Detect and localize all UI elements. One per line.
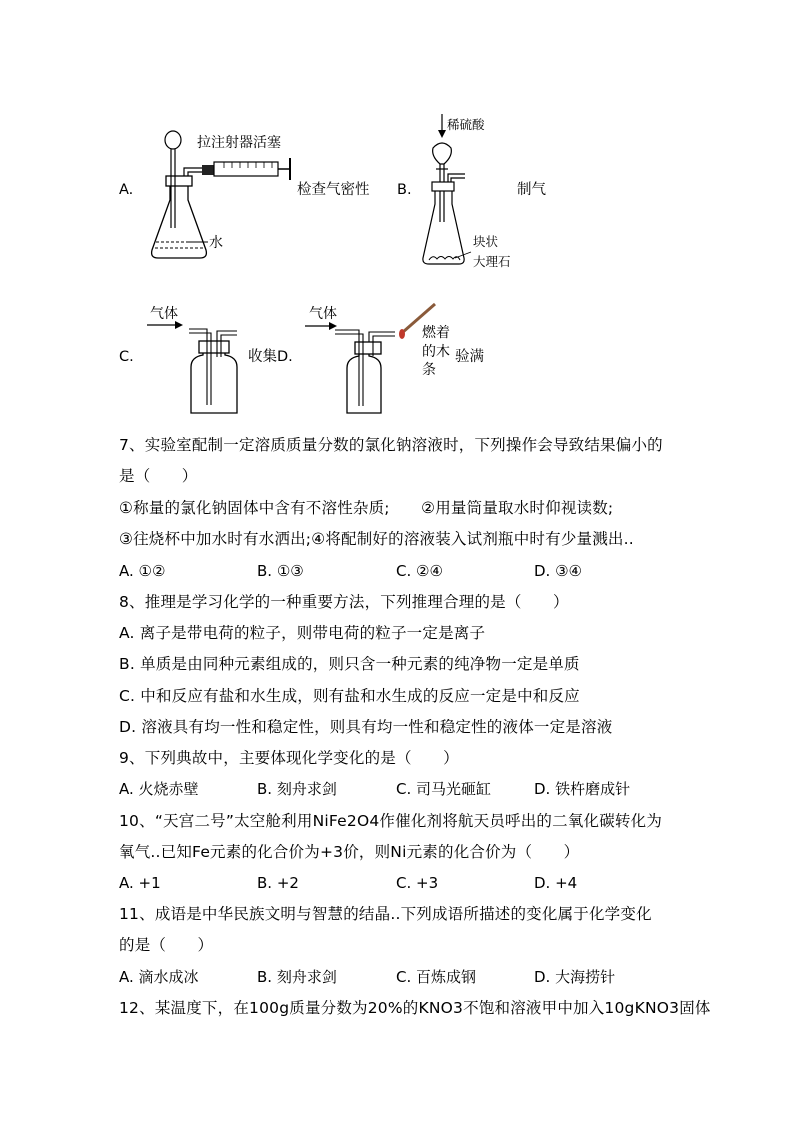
gas-label-c: 气体 bbox=[150, 306, 178, 322]
q7-stem-line1: 7、实验室配制一定溶质质量分数的氯化钠溶液时，下列操作会导致结果偏小的 bbox=[119, 436, 663, 454]
q9-option-c[interactable]: C. 司马光砸缸 bbox=[396, 780, 492, 798]
gas-label-d: 气体 bbox=[309, 306, 337, 322]
syringe-label: 拉注射器活塞 bbox=[197, 135, 281, 151]
stopper bbox=[166, 176, 192, 186]
conical-flask bbox=[152, 186, 207, 258]
q7-item-line2: ③往烧杯中加水时有水洒出;④将配制好的溶液装入试剂瓶中时有少量溅出.. bbox=[119, 530, 634, 548]
water-label: 水 bbox=[209, 235, 223, 251]
figure-c-label: C. bbox=[119, 349, 134, 365]
stopper bbox=[432, 182, 454, 191]
q8-option-a[interactable]: A. 离子是带电荷的粒子，则带电荷的粒子一定是离子 bbox=[119, 624, 486, 642]
figure-d-caption: 验满 bbox=[455, 349, 484, 365]
q9-stem: 9、下列典故中，主要体现化学变化的是（ ） bbox=[119, 749, 459, 767]
q7-option-a[interactable]: A. ①② bbox=[119, 562, 166, 580]
q10-option-a[interactable]: A. +1 bbox=[119, 874, 161, 892]
q11-option-b[interactable]: B. 刻舟求剑 bbox=[257, 968, 337, 986]
q10-stem-line1: 10、“天宫二号”太空舱利用NiFe2O4作催化剂将航天员呼出的二氧化碳转化为 bbox=[119, 812, 663, 830]
figure-a-caption: 检查气密性 bbox=[297, 182, 370, 198]
q7-option-d[interactable]: D. ③④ bbox=[534, 562, 582, 580]
q11-option-c[interactable]: C. 百炼成钢 bbox=[396, 968, 477, 986]
q11-option-a[interactable]: A. 滴水成冰 bbox=[119, 968, 199, 986]
figure-a-apparatus bbox=[140, 118, 440, 268]
marble-label-line2: 大理石 bbox=[473, 254, 511, 269]
q9-option-b[interactable]: B. 刻舟求剑 bbox=[257, 780, 337, 798]
q12-stem-line1: 12、某温度下，在100g质量分数为20%的KNO3不饱和溶液甲中加入10gKNO3固体 bbox=[119, 999, 711, 1017]
marble-label-line1: 块状 bbox=[473, 234, 499, 249]
q8-option-d[interactable]: D. 溶液具有均一性和稳定性，则具有均一性和稳定性的液体一定是溶液 bbox=[119, 718, 613, 736]
stick-label-line3: 条 bbox=[422, 362, 436, 378]
q8-option-b[interactable]: B. 单质是由同种元素组成的，则只含一种元素的纯净物一定是单质 bbox=[119, 655, 580, 673]
funnel-bulb bbox=[165, 131, 181, 149]
q9-option-d[interactable]: D. 铁杵磨成针 bbox=[534, 780, 631, 798]
figure-c-caption: 收集D. bbox=[248, 349, 293, 365]
q10-stem-line2: 氧气..已知Fe元素的化合价为+3价，则Ni元素的化合价为（ ） bbox=[119, 843, 580, 861]
q7-item-line1: ①称量的氯化钠固体中含有不溶性杂质; ②用量筒量取水时仰视读数; bbox=[119, 499, 614, 517]
q9-option-a[interactable]: A. 火烧赤壁 bbox=[119, 780, 199, 798]
q10-option-c[interactable]: C. +3 bbox=[396, 874, 439, 892]
figure-b-label: B. bbox=[397, 182, 412, 198]
q7-stem-line2: 是（ ） bbox=[119, 467, 198, 485]
q11-stem-line1: 11、成语是中华民族文明与智慧的结晶..下列成语所描述的变化属于化学变化 bbox=[119, 905, 652, 923]
figure-a-label: A. bbox=[119, 182, 134, 198]
q8-stem: 8、推理是学习化学的一种重要方法，下列推理合理的是（ ） bbox=[119, 593, 569, 611]
dropping-funnel bbox=[433, 143, 452, 164]
figure-b-apparatus bbox=[415, 112, 515, 272]
figure-c-apparatus bbox=[145, 305, 255, 415]
q7-option-c[interactable]: C. ②④ bbox=[396, 562, 443, 580]
stopper bbox=[199, 341, 229, 353]
stick-label-line1: 燃着 bbox=[422, 325, 450, 341]
gas-bottle bbox=[347, 354, 381, 413]
gas-bottle bbox=[191, 353, 237, 413]
q10-option-d[interactable]: D. +4 bbox=[534, 874, 578, 892]
q11-stem-line2: 的是（ ） bbox=[119, 936, 214, 954]
stick-label-line2: 的木 bbox=[422, 344, 450, 360]
flame bbox=[399, 329, 405, 339]
figure-b-caption: 制气 bbox=[517, 182, 546, 198]
q11-option-d[interactable]: D. 大海捞针 bbox=[534, 968, 616, 986]
q10-option-b[interactable]: B. +2 bbox=[257, 874, 299, 892]
acid-label: 稀硫酸 bbox=[447, 117, 485, 132]
q7-option-b[interactable]: B. ①③ bbox=[257, 562, 304, 580]
q8-option-c[interactable]: C. 中和反应有盐和水生成，则有盐和水生成的反应一定是中和反应 bbox=[119, 687, 580, 705]
